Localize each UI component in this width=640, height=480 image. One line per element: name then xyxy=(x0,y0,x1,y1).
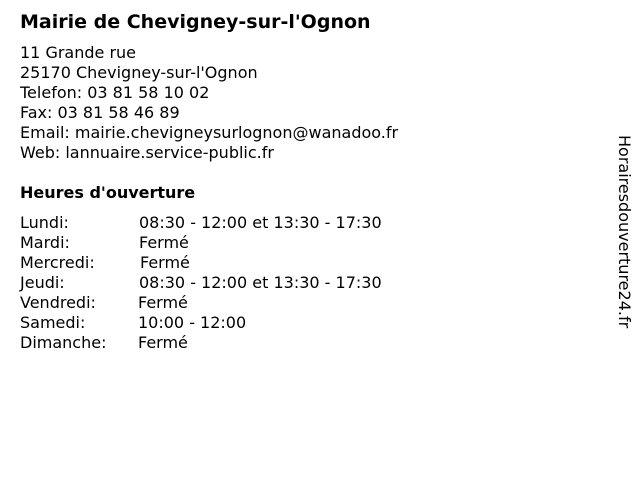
time-value: 10:00 - 12:00 xyxy=(138,313,247,332)
day-label: Samedi: xyxy=(20,313,86,332)
phone-number: Telefon: 03 81 58 10 02 xyxy=(20,83,210,102)
time-value: Fermé xyxy=(138,333,188,352)
time-value: Fermé xyxy=(138,293,188,312)
address-city: 25170 Chevigney-sur-l'Ognon xyxy=(20,63,258,82)
address-street: 11 Grande rue xyxy=(20,43,137,62)
day-label: Mercredi: xyxy=(20,253,95,272)
page-title: Mairie de Chevigney-sur-l'Ognon xyxy=(20,11,371,33)
time-value: Fermé xyxy=(139,233,189,252)
day-label: Vendredi: xyxy=(20,293,96,312)
day-label: Lundi: xyxy=(20,213,69,232)
site-watermark-text: Horairesdouverture24.fr xyxy=(615,135,634,329)
time-value: 08:30 - 12:00 et 13:30 - 17:30 xyxy=(139,213,382,232)
hours-heading: Heures d'ouverture xyxy=(20,183,196,202)
day-label: Jeudi: xyxy=(20,273,65,292)
contact-info xyxy=(20,43,398,163)
time-value: 08:30 - 12:00 et 13:30 - 17:30 xyxy=(139,273,382,292)
fax-number: Fax: 03 81 58 46 89 xyxy=(20,103,180,122)
website: Web: lannuaire.service-public.fr xyxy=(20,143,274,162)
email-address: Email: mairie.chevigneysurlognon@wanadoo.fr xyxy=(20,123,399,142)
site-watermark xyxy=(612,135,634,375)
time-value: Fermé xyxy=(140,253,190,272)
day-label: Dimanche: xyxy=(20,333,107,352)
day-label: Mardi: xyxy=(20,233,70,252)
